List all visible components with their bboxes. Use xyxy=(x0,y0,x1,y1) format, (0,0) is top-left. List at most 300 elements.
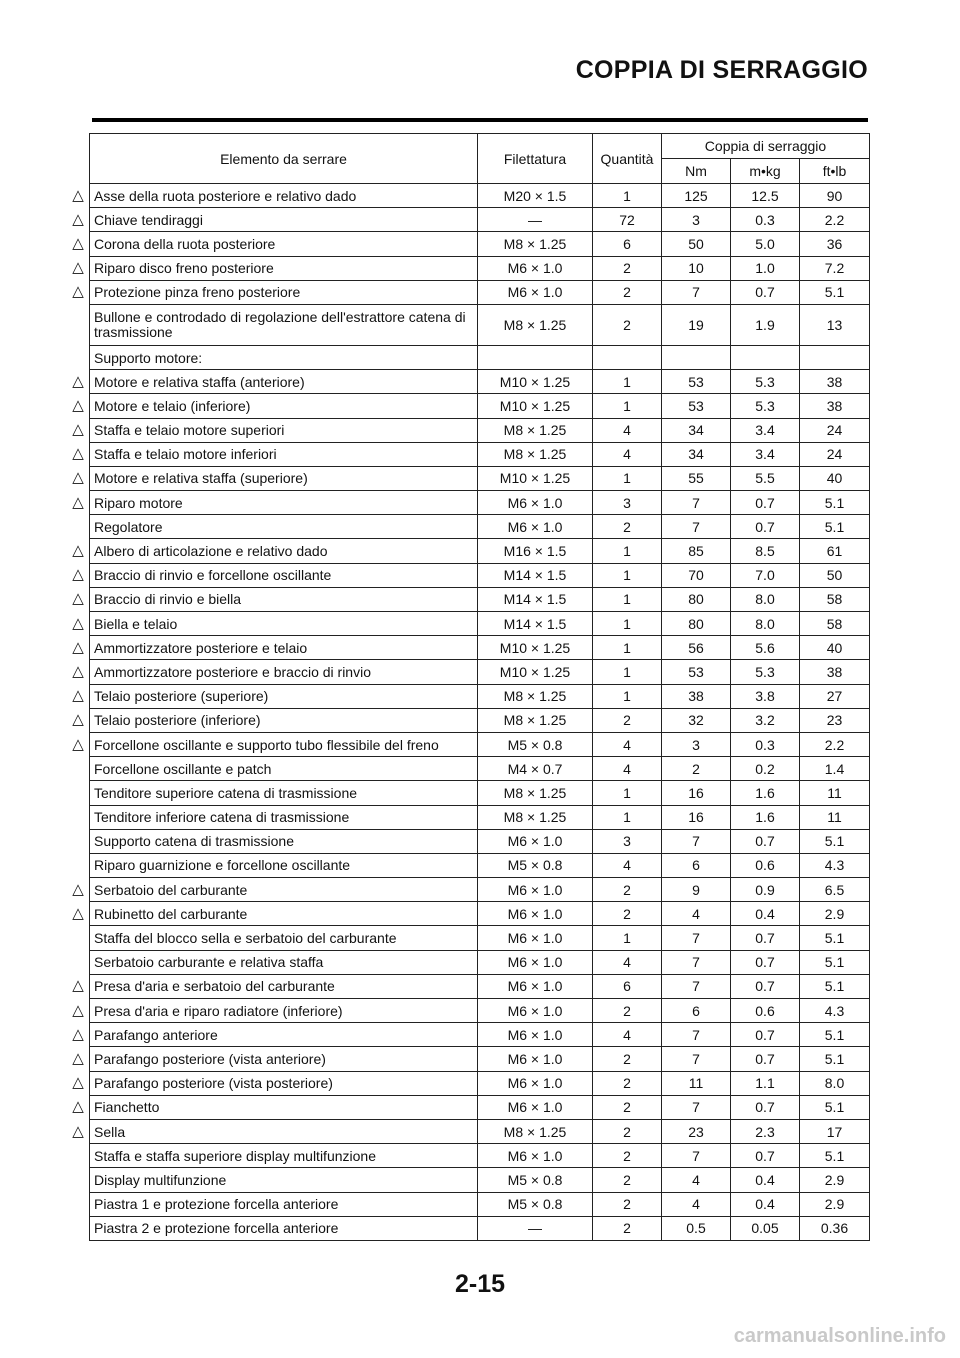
cell-torque-mkg: 0.4 xyxy=(731,1168,800,1192)
cell-quantity: 2 xyxy=(593,1095,662,1119)
cell-quantity: 2 xyxy=(593,1071,662,1095)
cell-torque-nm: 4 xyxy=(662,1168,731,1192)
cell-quantity: 6 xyxy=(593,232,662,256)
table-row xyxy=(90,926,870,950)
cell-torque-nm: 53 xyxy=(662,370,731,394)
cell-torque-nm: 125 xyxy=(662,184,731,208)
cell-torque-nm: 56 xyxy=(662,636,731,660)
cell-torque-ftlb: 23 xyxy=(800,708,870,732)
table-row xyxy=(90,805,870,829)
table-row xyxy=(90,1023,870,1047)
table-row xyxy=(90,1192,870,1216)
cell-torque-nm: 3 xyxy=(662,732,731,756)
cell-torque-ftlb: 5.1 xyxy=(800,1144,870,1168)
table-row xyxy=(90,563,870,587)
table-row xyxy=(90,184,870,208)
cell-item: Albero di articolazione e relativo dado xyxy=(90,539,478,563)
cell-quantity: 1 xyxy=(593,184,662,208)
table-row xyxy=(90,757,870,781)
cell-item: Fianchetto xyxy=(90,1095,478,1119)
table-row xyxy=(90,660,870,684)
table-row xyxy=(90,684,870,708)
cell-thread: M6 × 1.0 xyxy=(478,926,593,950)
cell-quantity: 2 xyxy=(593,902,662,926)
triangle-mark-icon: △ xyxy=(72,1049,84,1067)
table-row xyxy=(90,280,870,304)
cell-torque-ftlb: 2.2 xyxy=(800,732,870,756)
cell-torque-ftlb: 8.0 xyxy=(800,1071,870,1095)
cell-quantity: 4 xyxy=(593,757,662,781)
cell-thread: M6 × 1.0 xyxy=(478,256,593,280)
cell-torque-nm: 6 xyxy=(662,853,731,877)
cell-thread: M14 × 1.5 xyxy=(478,587,593,611)
cell-item: Sella xyxy=(90,1119,478,1143)
cell-thread: M14 × 1.5 xyxy=(478,563,593,587)
cell-quantity: 1 xyxy=(593,636,662,660)
triangle-mark-icon: △ xyxy=(72,186,84,204)
cell-torque-nm: 0.5 xyxy=(662,1216,731,1240)
cell-item: Biella e telaio xyxy=(90,612,478,636)
triangle-mark-icon: △ xyxy=(72,1074,84,1092)
cell-torque-ftlb: 61 xyxy=(800,539,870,563)
cell-item: Asse della ruota posteriore e relativo dado xyxy=(90,184,478,208)
cell-quantity: 1 xyxy=(593,370,662,394)
cell-quantity: 2 xyxy=(593,304,662,345)
cell-quantity: 4 xyxy=(593,950,662,974)
table-row xyxy=(90,256,870,280)
cell-item: Display multifunzione xyxy=(90,1168,478,1192)
cell-thread: M8 × 1.25 xyxy=(478,304,593,345)
table-row xyxy=(90,515,870,539)
cell-thread: M8 × 1.25 xyxy=(478,442,593,466)
cell-quantity: 1 xyxy=(593,563,662,587)
triangle-mark-icon: △ xyxy=(72,283,84,301)
cell-torque-mkg: 7.0 xyxy=(731,563,800,587)
cell-quantity: 1 xyxy=(593,612,662,636)
table-row xyxy=(90,829,870,853)
cell-torque-ftlb: 36 xyxy=(800,232,870,256)
triangle-mark-icon: △ xyxy=(72,1025,84,1043)
cell-item: Piastra 1 e protezione forcella anteriore xyxy=(90,1192,478,1216)
cell-quantity: 1 xyxy=(593,926,662,950)
table-row xyxy=(90,878,870,902)
cell-torque-mkg: 8.5 xyxy=(731,539,800,563)
cell-torque-mkg: 0.2 xyxy=(731,757,800,781)
cell-torque-nm: 50 xyxy=(662,232,731,256)
cell-item: Chiave tendiraggi xyxy=(90,208,478,232)
torque-table xyxy=(89,133,870,1241)
cell-quantity: 4 xyxy=(593,1023,662,1047)
cell-thread: M8 × 1.25 xyxy=(478,684,593,708)
cell-quantity: 2 xyxy=(593,256,662,280)
cell-torque-mkg: 0.7 xyxy=(731,491,800,515)
cell-thread: M6 × 1.0 xyxy=(478,902,593,926)
cell-torque-ftlb: 5.1 xyxy=(800,950,870,974)
cell-torque-nm: 2 xyxy=(662,757,731,781)
table-row xyxy=(90,208,870,232)
title-divider xyxy=(92,118,868,122)
table-row xyxy=(90,418,870,442)
cell-torque-nm: 55 xyxy=(662,466,731,490)
triangle-mark-icon: △ xyxy=(72,445,84,463)
cell-quantity: 1 xyxy=(593,684,662,708)
cell-item: Riparo motore xyxy=(90,491,478,515)
cell-torque-mkg: 5.0 xyxy=(731,232,800,256)
triangle-mark-icon: △ xyxy=(72,662,84,680)
cell-torque-ftlb: 4.3 xyxy=(800,853,870,877)
cell-item: Tenditore inferiore catena di trasmissione xyxy=(90,805,478,829)
cell-torque-ftlb: 7.2 xyxy=(800,256,870,280)
table-row xyxy=(90,1119,870,1143)
cell-torque-mkg: 8.0 xyxy=(731,587,800,611)
table-row xyxy=(90,1168,870,1192)
cell-torque-mkg: 0.05 xyxy=(731,1216,800,1240)
cell-item: Motore e relativa staffa (superiore) xyxy=(90,466,478,490)
cell-torque-nm: 10 xyxy=(662,256,731,280)
cell-item: Rubinetto del carburante xyxy=(90,902,478,926)
table-row xyxy=(90,974,870,998)
cell-item: Telaio posteriore (superiore) xyxy=(90,684,478,708)
cell-torque-nm: 53 xyxy=(662,394,731,418)
cell-thread: M5 × 0.8 xyxy=(478,853,593,877)
cell-quantity: 2 xyxy=(593,708,662,732)
cell-quantity: 1 xyxy=(593,587,662,611)
cell-torque-mkg: 1.0 xyxy=(731,256,800,280)
cell-torque-ftlb: 40 xyxy=(800,466,870,490)
cell-torque-nm: 80 xyxy=(662,587,731,611)
cell-torque-ftlb: 1.4 xyxy=(800,757,870,781)
cell-item: Motore e relativa staffa (anteriore) xyxy=(90,370,478,394)
cell-item: Regolatore xyxy=(90,515,478,539)
triangle-mark-icon: △ xyxy=(72,1098,84,1116)
cell-thread: M6 × 1.0 xyxy=(478,974,593,998)
cell-torque-ftlb: 5.1 xyxy=(800,974,870,998)
cell-quantity: 2 xyxy=(593,1144,662,1168)
cell-item: Parafango posteriore (vista posteriore) xyxy=(90,1071,478,1095)
cell-torque-ftlb: 90 xyxy=(800,184,870,208)
cell-item: Braccio di rinvio e forcellone oscillante xyxy=(90,563,478,587)
cell-torque-ftlb: 40 xyxy=(800,636,870,660)
cell-item: Motore e telaio (inferiore) xyxy=(90,394,478,418)
cell-torque-nm: 53 xyxy=(662,660,731,684)
cell-torque-ftlb: 5.1 xyxy=(800,515,870,539)
table-row xyxy=(90,853,870,877)
cell-torque-ftlb: 11 xyxy=(800,805,870,829)
header-quantity: Quantità xyxy=(593,134,662,184)
cell-torque-nm: 7 xyxy=(662,280,731,304)
cell-torque-ftlb: 11 xyxy=(800,781,870,805)
triangle-mark-icon: △ xyxy=(72,396,84,414)
cell-torque-mkg: 12.5 xyxy=(731,184,800,208)
cell-quantity: 2 xyxy=(593,1216,662,1240)
page-number: 2-15 xyxy=(454,1270,506,1298)
triangle-mark-icon: △ xyxy=(72,904,84,922)
header-item: Elemento da serrare xyxy=(90,134,478,184)
table-body xyxy=(90,184,870,1241)
cell-torque-ftlb: 2.9 xyxy=(800,1192,870,1216)
cell-torque-mkg: 3.4 xyxy=(731,442,800,466)
cell-thread: M6 × 1.0 xyxy=(478,1144,593,1168)
table-row xyxy=(90,708,870,732)
cell-thread: M8 × 1.25 xyxy=(478,418,593,442)
cell-torque-ftlb: 24 xyxy=(800,418,870,442)
cell-thread: M8 × 1.25 xyxy=(478,232,593,256)
cell-item: Forcellone oscillante e supporto tubo flessibile del freno xyxy=(90,732,478,756)
cell-torque-ftlb: 58 xyxy=(800,587,870,611)
cell-torque-mkg: 0.7 xyxy=(731,1095,800,1119)
triangle-mark-icon: △ xyxy=(72,493,84,511)
cell-quantity: 4 xyxy=(593,853,662,877)
cell-torque-mkg: 0.7 xyxy=(731,1144,800,1168)
cell-thread: M6 × 1.0 xyxy=(478,1047,593,1071)
cell-torque-ftlb: 38 xyxy=(800,660,870,684)
table-row xyxy=(90,1216,870,1240)
table-row xyxy=(90,781,870,805)
cell-thread: M6 × 1.0 xyxy=(478,1023,593,1047)
table-row xyxy=(90,612,870,636)
triangle-mark-icon: △ xyxy=(72,1122,84,1140)
cell-torque-ftlb: 2.9 xyxy=(800,902,870,926)
cell-thread: M10 × 1.25 xyxy=(478,466,593,490)
cell-torque-nm: 7 xyxy=(662,950,731,974)
cell-torque-mkg: 8.0 xyxy=(731,612,800,636)
cell-torque-nm: 7 xyxy=(662,1023,731,1047)
cell-quantity: 2 xyxy=(593,999,662,1023)
cell-torque-ftlb: 5.1 xyxy=(800,1047,870,1071)
cell-thread: M5 × 0.8 xyxy=(478,1192,593,1216)
table-row xyxy=(90,466,870,490)
cell-torque-ftlb: 13 xyxy=(800,304,870,345)
cell-item: Supporto motore: xyxy=(90,345,478,369)
cell-torque-nm: 7 xyxy=(662,1047,731,1071)
cell-thread: M6 × 1.0 xyxy=(478,491,593,515)
cell-torque-ftlb: 5.1 xyxy=(800,1023,870,1047)
triangle-mark-icon: △ xyxy=(72,421,84,439)
cell-quantity: 2 xyxy=(593,878,662,902)
page-title: COPPIA DI SERRAGGIO xyxy=(575,56,868,84)
table-row xyxy=(90,491,870,515)
cell-item: Forcellone oscillante e patch xyxy=(90,757,478,781)
cell-thread: M6 × 1.0 xyxy=(478,829,593,853)
cell-item: Braccio di rinvio e biella xyxy=(90,587,478,611)
cell-torque-ftlb: 0.36 xyxy=(800,1216,870,1240)
cell-torque-nm: 9 xyxy=(662,878,731,902)
cell-item: Staffa e telaio motore inferiori xyxy=(90,442,478,466)
cell-torque-mkg: 0.9 xyxy=(731,878,800,902)
cell-torque-ftlb: 27 xyxy=(800,684,870,708)
triangle-mark-icon: △ xyxy=(72,735,84,753)
triangle-mark-icon: △ xyxy=(72,566,84,584)
cell-torque-mkg: 3.4 xyxy=(731,418,800,442)
cell-thread: M5 × 0.8 xyxy=(478,1168,593,1192)
cell-item: Serbatoio del carburante xyxy=(90,878,478,902)
triangle-mark-icon: △ xyxy=(72,590,84,608)
cell-item: Tenditore superiore catena di trasmissione xyxy=(90,781,478,805)
cell-quantity: 2 xyxy=(593,1168,662,1192)
cell-thread: M6 × 1.0 xyxy=(478,1071,593,1095)
cell-torque-mkg: 0.3 xyxy=(731,208,800,232)
cell-thread: M8 × 1.25 xyxy=(478,805,593,829)
triangle-mark-icon: △ xyxy=(72,1001,84,1019)
cell-thread: M10 × 1.25 xyxy=(478,394,593,418)
cell-quantity: 72 xyxy=(593,208,662,232)
cell-item: Ammortizzatore posteriore e braccio di rinvio xyxy=(90,660,478,684)
cell-thread: M6 × 1.0 xyxy=(478,999,593,1023)
cell-thread: M14 × 1.5 xyxy=(478,612,593,636)
table-row xyxy=(90,732,870,756)
cell-quantity: 4 xyxy=(593,418,662,442)
cell-item: Presa d'aria e riparo radiatore (inferiore) xyxy=(90,999,478,1023)
cell-torque-nm: 3 xyxy=(662,208,731,232)
cell-torque-ftlb: 5.1 xyxy=(800,926,870,950)
cell-torque-nm: 23 xyxy=(662,1119,731,1143)
cell-torque-ftlb: 38 xyxy=(800,394,870,418)
cell-torque-ftlb: 50 xyxy=(800,563,870,587)
cell-thread: M6 × 1.0 xyxy=(478,1095,593,1119)
triangle-mark-icon: △ xyxy=(72,687,84,705)
cell-torque-ftlb: 5.1 xyxy=(800,829,870,853)
cell-torque-nm: 80 xyxy=(662,612,731,636)
cell-torque-ftlb: 24 xyxy=(800,442,870,466)
cell-item: Bullone e controdado di regolazione dell'estrattore catena di trasmissione xyxy=(90,304,478,345)
cell-torque-ftlb: 38 xyxy=(800,370,870,394)
cell-quantity: 2 xyxy=(593,1047,662,1071)
cell-thread: M6 × 1.0 xyxy=(478,878,593,902)
cell-thread: M4 × 0.7 xyxy=(478,757,593,781)
cell-thread: M6 × 1.0 xyxy=(478,280,593,304)
cell-quantity: 3 xyxy=(593,829,662,853)
cell-torque-nm: 38 xyxy=(662,684,731,708)
cell-thread xyxy=(478,345,593,369)
cell-torque-mkg: 0.7 xyxy=(731,1023,800,1047)
cell-item: Piastra 2 e protezione forcella anteriore xyxy=(90,1216,478,1240)
cell-torque-mkg: 0.4 xyxy=(731,1192,800,1216)
cell-quantity: 2 xyxy=(593,280,662,304)
cell-thread: M8 × 1.25 xyxy=(478,781,593,805)
table-row xyxy=(90,1047,870,1071)
cell-quantity: 2 xyxy=(593,1119,662,1143)
cell-torque-nm: 85 xyxy=(662,539,731,563)
cell-thread: M10 × 1.25 xyxy=(478,636,593,660)
table-row xyxy=(90,394,870,418)
watermark: carmanualsonline.info xyxy=(733,1325,946,1347)
table-row xyxy=(90,1144,870,1168)
table-row xyxy=(90,539,870,563)
cell-quantity: 1 xyxy=(593,660,662,684)
cell-item: Serbatoio carburante e relativa staffa xyxy=(90,950,478,974)
cell-torque-mkg: 0.7 xyxy=(731,926,800,950)
triangle-mark-icon: △ xyxy=(72,469,84,487)
cell-quantity: 1 xyxy=(593,466,662,490)
cell-torque-mkg: 0.6 xyxy=(731,999,800,1023)
cell-torque-mkg: 5.3 xyxy=(731,394,800,418)
cell-thread: M6 × 1.0 xyxy=(478,950,593,974)
cell-torque-mkg: 5.3 xyxy=(731,370,800,394)
cell-thread: M8 × 1.25 xyxy=(478,1119,593,1143)
triangle-mark-icon: △ xyxy=(72,614,84,632)
table-row xyxy=(90,304,870,345)
cell-torque-mkg: 0.4 xyxy=(731,902,800,926)
table-row xyxy=(90,370,870,394)
cell-thread: M16 × 1.5 xyxy=(478,539,593,563)
cell-torque-nm xyxy=(662,345,731,369)
cell-item: Staffa e telaio motore superiori xyxy=(90,418,478,442)
cell-torque-mkg: 0.7 xyxy=(731,974,800,998)
cell-item: Parafango posteriore (vista anteriore) xyxy=(90,1047,478,1071)
triangle-mark-icon: △ xyxy=(72,542,84,560)
cell-thread: — xyxy=(478,1216,593,1240)
cell-torque-nm: 7 xyxy=(662,926,731,950)
cell-torque-ftlb xyxy=(800,345,870,369)
cell-torque-ftlb: 2.2 xyxy=(800,208,870,232)
cell-torque-mkg: 1.9 xyxy=(731,304,800,345)
cell-thread: M5 × 0.8 xyxy=(478,732,593,756)
header-mkg: m•kg xyxy=(731,159,800,184)
cell-quantity: 3 xyxy=(593,491,662,515)
cell-thread: M6 × 1.0 xyxy=(478,515,593,539)
cell-torque-nm: 16 xyxy=(662,781,731,805)
cell-quantity: 4 xyxy=(593,732,662,756)
table-header xyxy=(90,134,870,184)
cell-thread: M10 × 1.25 xyxy=(478,370,593,394)
cell-quantity: 1 xyxy=(593,539,662,563)
cell-torque-nm: 7 xyxy=(662,515,731,539)
cell-torque-ftlb: 5.1 xyxy=(800,280,870,304)
cell-item: Telaio posteriore (inferiore) xyxy=(90,708,478,732)
table-row xyxy=(90,345,870,369)
header-ftlb: ft•lb xyxy=(800,159,870,184)
triangle-mark-icon: △ xyxy=(72,711,84,729)
cell-quantity: 1 xyxy=(593,394,662,418)
cell-torque-mkg: 3.8 xyxy=(731,684,800,708)
cell-thread: — xyxy=(478,208,593,232)
cell-thread: M10 × 1.25 xyxy=(478,660,593,684)
triangle-mark-icon: △ xyxy=(72,880,84,898)
cell-torque-mkg: 0.7 xyxy=(731,280,800,304)
header-nm: Nm xyxy=(662,159,731,184)
cell-item: Ammortizzatore posteriore e telaio xyxy=(90,636,478,660)
cell-torque-ftlb: 2.9 xyxy=(800,1168,870,1192)
table-row xyxy=(90,999,870,1023)
cell-quantity: 2 xyxy=(593,1192,662,1216)
cell-torque-nm: 7 xyxy=(662,1095,731,1119)
table-row xyxy=(90,1095,870,1119)
triangle-mark-icon: △ xyxy=(72,977,84,995)
cell-torque-mkg: 2.3 xyxy=(731,1119,800,1143)
cell-torque-mkg: 1.6 xyxy=(731,805,800,829)
triangle-mark-icon: △ xyxy=(72,372,84,390)
cell-item: Protezione pinza freno posteriore xyxy=(90,280,478,304)
cell-torque-mkg: 0.7 xyxy=(731,515,800,539)
header-torque: Coppia di serraggio xyxy=(662,134,870,159)
cell-torque-mkg: 0.7 xyxy=(731,950,800,974)
triangle-mark-icon: △ xyxy=(72,234,84,252)
triangle-mark-icon: △ xyxy=(72,210,84,228)
cell-torque-ftlb: 6.5 xyxy=(800,878,870,902)
cell-torque-nm: 32 xyxy=(662,708,731,732)
cell-torque-nm: 7 xyxy=(662,974,731,998)
cell-torque-ftlb: 5.1 xyxy=(800,1095,870,1119)
table-row xyxy=(90,1071,870,1095)
cell-quantity: 1 xyxy=(593,781,662,805)
cell-item: Staffa e staffa superiore display multifunzione xyxy=(90,1144,478,1168)
cell-item: Presa d'aria e serbatoio del carburante xyxy=(90,974,478,998)
cell-quantity: 1 xyxy=(593,805,662,829)
cell-quantity xyxy=(593,345,662,369)
table-row xyxy=(90,232,870,256)
cell-torque-ftlb: 17 xyxy=(800,1119,870,1143)
cell-item: Riparo guarnizione e forcellone oscillante xyxy=(90,853,478,877)
